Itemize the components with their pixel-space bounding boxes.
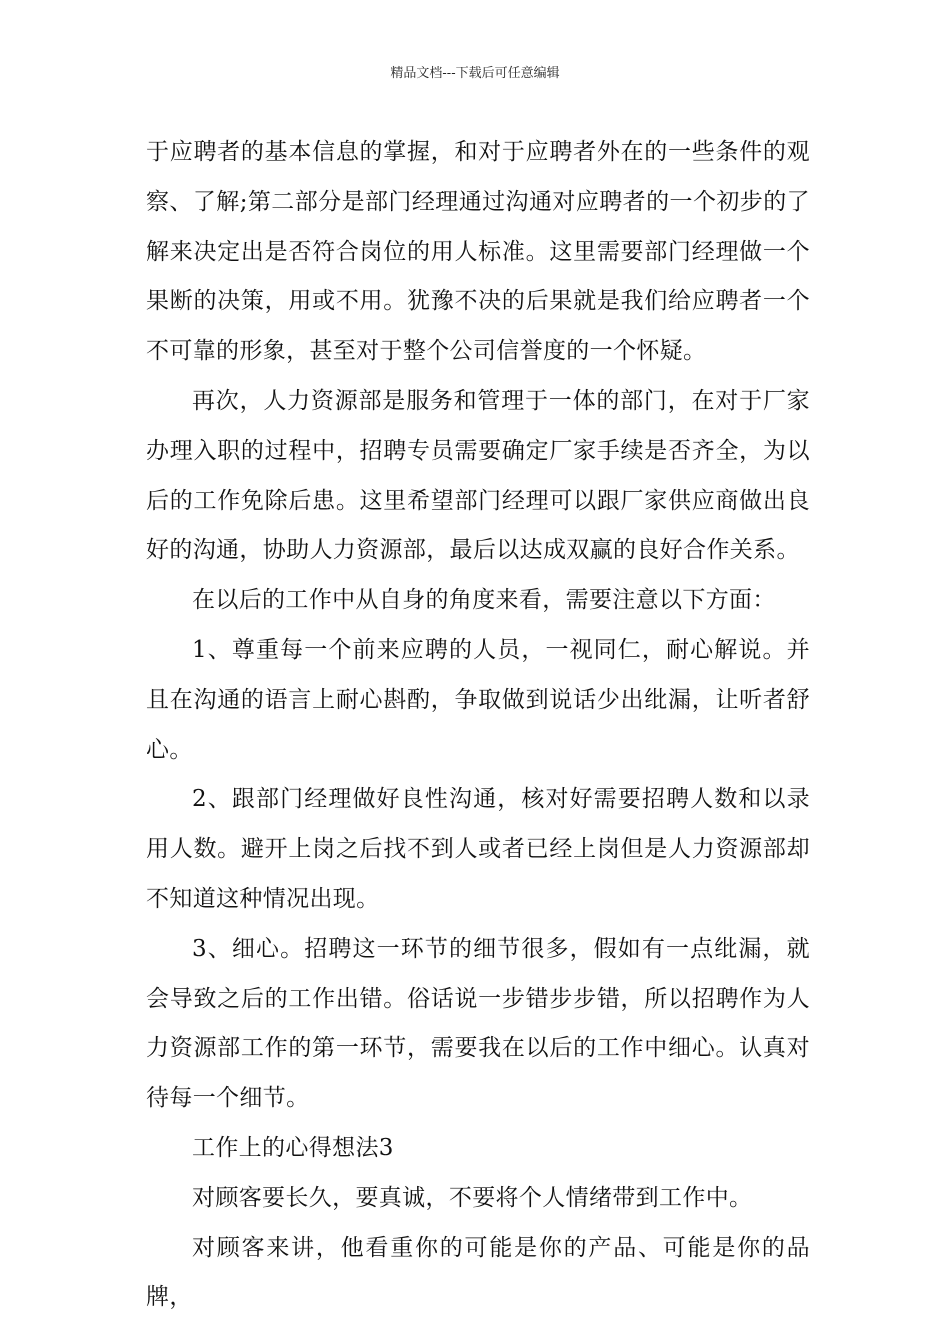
document-body [146,128,810,1323]
paragraph-8: 对顾客来讲，他看重你的可能是你的产品、可能是你的品牌， [146,1234,810,1311]
paragraph-7: 对顾客要长久，要真诚，不要将个人情绪带到工作中。 [192,1184,753,1211]
paragraph-4: 1、尊重每一个前来应聘的人员，一视同仁，耐心解说。并且在沟通的语言上耐心斟酌，争取做到说话少出纰漏，让听者舒心。 [146,636,810,763]
paragraph-6: 3、细心。招聘这一环节的细节很多，假如有一点纰漏，就会导致之后的工作出错。俗话说一步错步步错，所以招聘作为人力资源部工作的第一环节，需要我在以后的工作中细心。认真对待每一个细节。 [146,935,810,1112]
section-heading: 工作上的心得想法3 [192,1134,394,1161]
page-header: 精品文档---下载后可任意编辑 [390,66,560,81]
paragraph-2: 再次，人力资源部是服务和管理于一体的部门，在对于厂家办理入职的过程中，招聘专员需要确定厂家手续是否齐全，为以后的工作免除后患。这里希望部门经理可以跟厂家供应商做出良好的沟通，协助人力资源部，最后以达成双赢的良好合作关系。 [146,387,810,564]
paragraph-1: 于应聘者的基本信息的掌握，和对于应聘者外在的一些条件的观察、了解;第二部分是部门经理通过沟通对应聘者的一个初步的了解来决定出是否符合岗位的用人标准。这里需要部门经理做一个果断的决策，用或不用。犹豫不决的后果就是我们给应聘者一个不可靠的形象，甚至对于整个公司信誉度的一个怀疑。 [146,139,810,365]
paragraph-3: 在以后的工作中从自身的角度来看，需要注意以下方面： [192,587,776,614]
paragraph-5: 2、跟部门经理做好良性沟通，核对好需要招聘人数和以录用人数。避开上岗之后找不到人或者已经上岗但是人力资源部却不知道这种情况出现。 [146,786,810,912]
